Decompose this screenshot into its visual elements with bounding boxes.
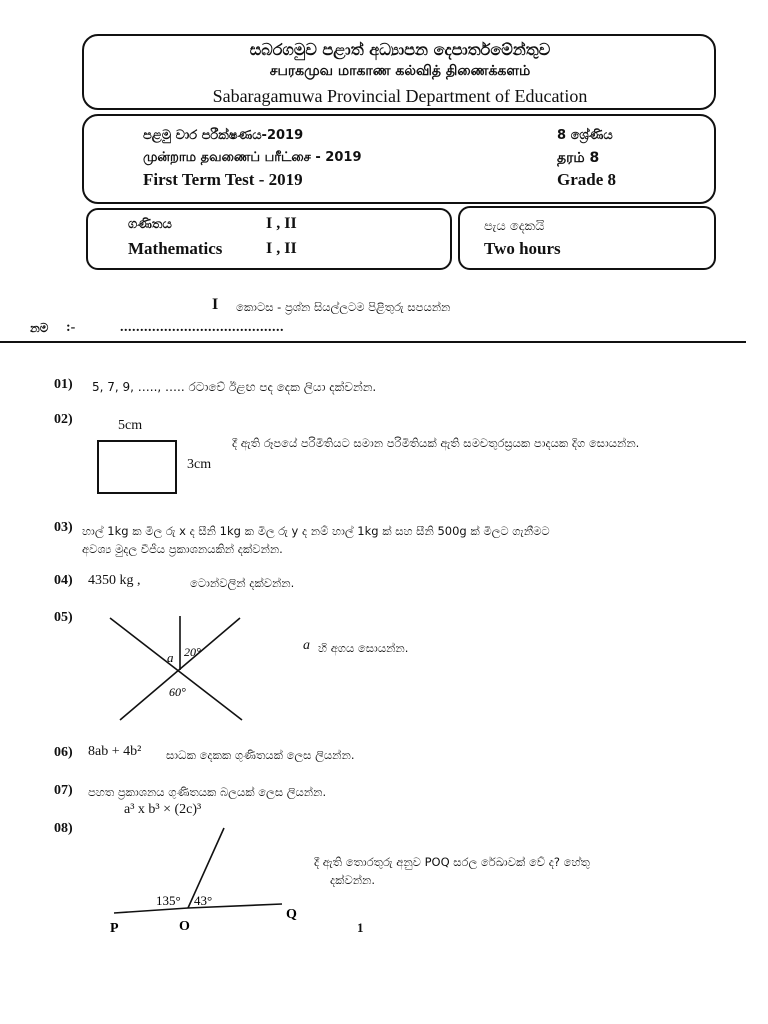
duration-sinhala: පැය දෙකයි [484,219,545,234]
q2-height-label: 3cm [187,457,212,472]
q5-variable: a [303,638,310,653]
q4-number: 04) [54,573,73,588]
grade-tamil: தரம் 8 [557,150,600,166]
q5-angle-a: a [167,650,174,665]
exam-sinhala-title: පළමු වාර පරීක්ෂණය-2019 [143,128,304,143]
q5-number: 05) [54,610,73,625]
q7-number: 07) [54,783,73,798]
header-english-dept: Sabaragamuwa Provincial Department of Education [212,86,588,106]
q5-intersecting-lines-figure [100,612,250,726]
page-number: 1 [357,920,364,935]
q3-line1: හාල් 1kg ක මිල රු x ද සීනි 1kg ක මිල රු y ද නම් හාල් 1kg ක් සහ සීනි 500g ක් මිලට ගැනීමට [82,524,550,538]
q2-text: දී ඇති රූපයේ පරිමිතියට සමාන පරිමිතියක් ඇති සමචතුරස්‍රයක පාදයක දිග සොයන්න. [232,436,640,450]
q8-label-p: P [110,921,119,934]
part-instruction: කොටස - ප්‍රශ්න සියල්ලටම පිළිතුරු සපයන්න [236,300,451,314]
header-divider [0,341,746,343]
subject-english-papers: I , II [266,240,297,257]
q5-text: හි අගය සොයන්න. [318,641,409,655]
header-sinhala-dept: සබරගමුව පළාත් අධ්‍යාපන දෙපාර්තමේන්තුව [249,40,551,59]
q8-number: 08) [54,821,73,836]
q8-line1: දී ඇති තොරතුරු අනුව POQ සරල රේඛාවක් වේ ද? හේතු [314,855,590,869]
q5-angle-60: 60° [169,685,186,699]
name-label: නම [30,321,49,335]
q8-label-q: Q [286,907,297,922]
q8-label-o: O [179,919,190,934]
q7-text: පහත ප්‍රකාශනය ගුණිතයක බලයක් ලෙස ලියන්න. [88,785,327,799]
q2-width-label: 5cm [118,418,143,433]
q2-number: 02) [54,412,73,427]
q7-expression: a³ x b³ × (2c)³ [124,802,202,817]
q2-rectangle [97,440,177,494]
exam-english-title: First Term Test - 2019 [143,170,303,189]
subject-sinhala: ගණිතය [128,217,172,232]
exam-tamil-title: முன்றாம தவணைப் பரீட்சை - 2019 [143,150,362,165]
q1-number: 01) [54,377,73,392]
q5-angle-20: 20° [184,645,201,659]
name-colon: :- [66,320,76,335]
q6-expression: 8ab + 4b² [88,744,142,759]
name-field[interactable]: ......................................... [120,320,284,335]
subject-sinhala-papers: I , II [266,215,297,232]
q8-angle-135: 135° [156,893,181,908]
header-tamil-dept: சபரகமுவ மாகாண கல்வித் திணைக்களம் [269,63,531,79]
q8-angle-43: 43° [194,893,213,908]
duration-box [458,206,716,270]
q8-line2: දක්වන්න. [330,873,376,887]
duration-english: Two hours [484,239,561,258]
q3-number: 03) [54,520,73,535]
q6-text: සාධක දෙකක ගුණිතයක් ලෙස ලියන්න. [166,748,355,762]
q3-line2: අවශ්‍ය මුදල වීජීය ප්‍රකාශනයකින් දක්වන්න. [82,542,283,556]
grade-english: Grade 8 [557,170,617,189]
part-numeral: I [212,296,219,313]
q8-line-po [114,908,188,913]
q4-value: 4350 kg , [88,573,141,588]
q1-text: 5, 7, 9, ….., ….. රටාවේ ඊළඟ පද දෙක ලියා දක්වන්න. [92,380,377,394]
subject-english: Mathematics [128,239,223,258]
q4-text: ටොන්වලින් දක්වන්න. [190,576,295,590]
grade-sinhala: 8 ශ්‍රේණිය [557,128,613,143]
q8-angle-figure [100,822,310,934]
q6-number: 06) [54,745,73,760]
